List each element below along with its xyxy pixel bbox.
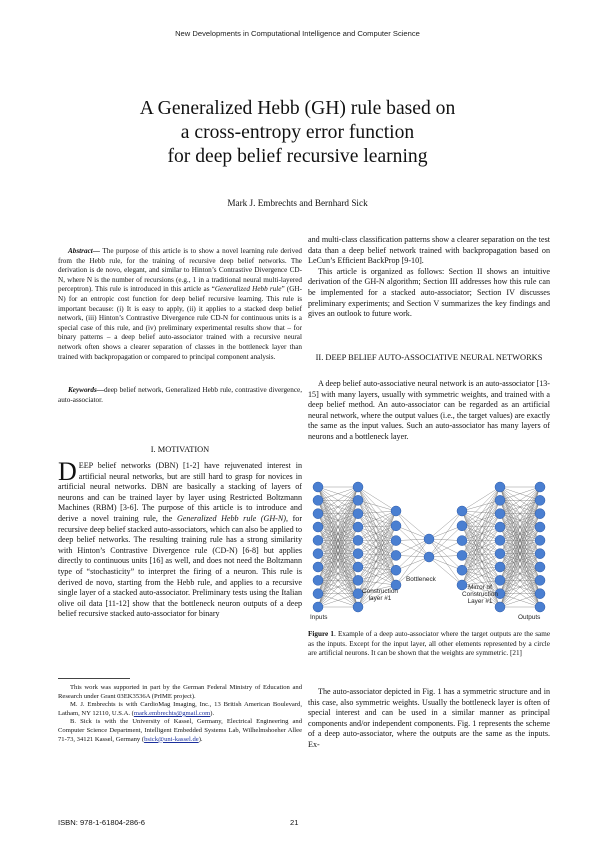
title-line-2: a cross-entropy error function bbox=[180, 122, 415, 143]
neuron-node-layer-5 bbox=[457, 550, 467, 560]
abstract-emph: Generalized Hebb rule bbox=[214, 285, 282, 294]
connection-edge bbox=[358, 500, 396, 511]
connection-edge bbox=[462, 487, 500, 570]
neuron-node-layer-6 bbox=[495, 482, 505, 492]
keywords-label: Keywords— bbox=[68, 386, 104, 394]
inputs-label: Inputs bbox=[310, 614, 328, 621]
neuron-node-layer-7 bbox=[535, 482, 545, 492]
network-diagram bbox=[308, 481, 550, 622]
section-1-text: EEP belief networks (DBN) [1-2] have rejuvenated interest in artificial neural networks, but are still hard to grasp for novices in artificial neural networks. DBN are basically a stacking of layers of neurons and can be trained layer by layer using Restricted Boltzmann Machines (RBM) [3-6]. The purpose of this article is to introduce and derive a novel training rule, the bbox=[58, 461, 302, 523]
bottleneck-label: Bottleneck bbox=[406, 576, 436, 583]
title-line-3: for deep belief recursive learning bbox=[167, 146, 428, 167]
neuron-node-layer-2 bbox=[353, 575, 363, 585]
abstract-text-2: ” (GH-N) for an entropic cost function for deep belief recursive learning. This rule is important because: (i) It is easy to apply, (ii) it applies to a stacked deep belief network, (iii) Hinton’s Contrastive Divergence rule CD-N for continuous units is a special case of this rule, and (iv) preliminary experimental results show that – for binary patterns – a deep belief auto-associator trained with a recursive neural network often shows a clearer separation of classes in the bottleneck layer than trained with backpropagation or compared to principal component analysis. bbox=[58, 285, 302, 361]
connection-edge bbox=[462, 554, 500, 585]
connection-edge bbox=[358, 570, 396, 580]
neuron-node-layer-5 bbox=[457, 580, 467, 590]
neuron-node-layer-1 bbox=[313, 495, 323, 505]
neuron-node-layer-7 bbox=[535, 602, 545, 612]
connection-edge bbox=[462, 487, 500, 511]
email-link-embrechts[interactable]: mark.embrechts@gmail.com bbox=[133, 709, 211, 717]
footnotes bbox=[58, 684, 302, 744]
drop-cap: D bbox=[58, 457, 77, 486]
neuron-node-layer-2 bbox=[353, 495, 363, 505]
neuron-node-layer-6 bbox=[495, 562, 505, 572]
section-1-text-2: , for recursive deep belief stacked auto-associators, which can also be applied to deep belief networks. The resulting training rule has a strong similarity with Hinton’s Contrastive Divergence rule (CD-N) [6-8] but applies directly to continuous units [16] as well, and does not need the Boltzmann type of “stochasticity” to interpret the firing of a neuron. This rule is derived de novo, starting from the Hebb rule, and applies to a recursive single layer of a stacked auto-associator. Preliminary tests using the Italian olive oil data [11-12] show that the bottleneck neuron outputs of a deep belief recursive stacked auto-associator for binary bbox=[58, 513, 303, 619]
neuron-node-layer-6 bbox=[495, 535, 505, 545]
email-link-sick[interactable]: bsick@uni-kassel.de bbox=[144, 735, 199, 743]
neuron-node-layer-5 bbox=[457, 565, 467, 575]
connection-edge bbox=[358, 526, 396, 527]
neuron-node-layer-1 bbox=[313, 482, 323, 492]
construction-label bbox=[362, 588, 398, 602]
neuron-node-layer-2 bbox=[353, 535, 363, 545]
neuron-node-layer-1 bbox=[313, 562, 323, 572]
running-header: New Developments in Computational Intelligence and Computer Science bbox=[175, 29, 420, 38]
connection-edge bbox=[429, 526, 462, 539]
neuron-node-layer-7 bbox=[535, 589, 545, 599]
connection-edge bbox=[462, 527, 500, 555]
neuron-node-layer-4 bbox=[424, 552, 434, 562]
connection-edge bbox=[396, 511, 429, 557]
caption-label: Figure 1 bbox=[308, 630, 335, 638]
keywords-text: deep belief network, Generalized Hebb rule, contrastive divergence, auto-associator. bbox=[58, 386, 302, 404]
organization-para: This article is organized as follows: Section II shows an intuitive derivation of the GH-N algorithm; Section III addresses how this rule can be implemented for a stacked auto-associator; Section IV discusses preliminary experiments; and Section V summarizes the key findings and gives an outlook to future work. bbox=[308, 266, 550, 319]
neuron-node-layer-7 bbox=[535, 495, 545, 505]
neuron-node-layer-3 bbox=[391, 521, 401, 531]
intro-continuation bbox=[308, 235, 550, 320]
neuron-node-layer-1 bbox=[313, 549, 323, 559]
neuron-node-layer-3 bbox=[391, 565, 401, 575]
connection-edge bbox=[429, 511, 462, 557]
neuron-node-layer-7 bbox=[535, 535, 545, 545]
keywords bbox=[58, 386, 302, 405]
section-2-para-1: A deep belief auto-associative neural network is an auto-associator [13-15] with many layers, usually with symmetric weights, and trained with a deep belief method. An auto-associator can be regarded as an artificial neural network, where the output values (i.e., the target values) are exactly the same as the input values. Such an auto-associator has many layers of neurons and a bottleneck layer. bbox=[308, 379, 550, 441]
connection-edge bbox=[358, 527, 396, 555]
connection-edge bbox=[429, 557, 462, 570]
mirror-label bbox=[462, 584, 498, 605]
constructionLbl-line: layer #1 bbox=[368, 595, 392, 602]
neuron-node-layer-2 bbox=[353, 549, 363, 559]
neuron-node-layer-6 bbox=[495, 495, 505, 505]
neuron-node-layer-7 bbox=[535, 562, 545, 572]
neuron-node-layer-2 bbox=[353, 562, 363, 572]
neuron-node-layer-1 bbox=[313, 509, 323, 519]
connection-edge bbox=[396, 557, 429, 570]
abstract-text: The purpose of this article is to show a novel learning rule derived from the Hebb rule, for the training of recursive deep belief networks. The derivation is de novo, elegant, and similar to Hinton’s Contrastive Divergence CD-N, where N is the number of recursions (e.g., 1 in a traditional neural multi-layered perceptron). This rule is introduced in this article as “ bbox=[58, 247, 302, 294]
neuron-node-layer-6 bbox=[495, 602, 505, 612]
neuron-node-layer-3 bbox=[391, 506, 401, 516]
page-number: 21 bbox=[290, 818, 299, 827]
neuron-node-layer-7 bbox=[535, 522, 545, 532]
mirrorLbl-line: Layer #1 bbox=[467, 598, 493, 605]
title-line-1: A Generalized Hebb (GH) rule based on bbox=[139, 98, 456, 119]
connection-edge bbox=[462, 570, 500, 580]
section-1-emph: Generalized Hebb rule (GH-N) bbox=[176, 513, 286, 523]
neuron-node-layer-2 bbox=[353, 482, 363, 492]
section-2-para-2: The auto-associator depicted in Fig. 1 has a symmetric structure and in this case, also symmetric weights. Usually the bottleneck layer is often of special interest and can be used in a similar manner as principal components and/or independent components. Fig. 1 represents the scheme of a deep auto-associator, where the outputs are the same as the inputs. Ex- bbox=[308, 687, 550, 749]
mirrorLbl-line: Construction bbox=[462, 591, 498, 598]
neuron-node-layer-3 bbox=[391, 550, 401, 560]
connection-edge bbox=[358, 514, 396, 541]
neuron-node-layer-4 bbox=[424, 534, 434, 544]
footnote-funding: This work was supported in part by the German Federal Ministry of Education and Research under Grant 03EK3536A (PrIME project). bbox=[58, 684, 302, 700]
neuron-node-layer-2 bbox=[353, 522, 363, 532]
intro-para-continued: and multi-class classification patterns show a clearer separation on the test data than a deep belief network trained with backpropagation based on LeCun’s Efficient BackProp [9-10]. bbox=[308, 235, 550, 266]
neuron-node-layer-6 bbox=[495, 509, 505, 519]
abstract-label: Abstract— bbox=[68, 247, 100, 255]
connection-edge bbox=[462, 526, 500, 527]
section-2-heading: II. DEEP BELIEF AUTO-ASSOCIATIVE NEURAL NETWORKS bbox=[315, 353, 543, 362]
connection-edge bbox=[358, 487, 396, 570]
neuron-node-layer-2 bbox=[353, 602, 363, 612]
neuron-node-layer-5 bbox=[457, 521, 467, 531]
neuron-node-layer-1 bbox=[313, 522, 323, 532]
neuron-node-layer-2 bbox=[353, 509, 363, 519]
neuron-node-layer-1 bbox=[313, 602, 323, 612]
section-2-continued bbox=[308, 687, 550, 751]
neuron-node-layer-1 bbox=[313, 589, 323, 599]
connection-edge bbox=[358, 487, 396, 511]
figure-1-caption bbox=[308, 630, 550, 659]
constructionLbl-line: Construction bbox=[362, 588, 398, 595]
figure-1 bbox=[308, 481, 550, 622]
footnote-rule bbox=[58, 678, 130, 679]
section-1-heading: I. MOTIVATION bbox=[150, 445, 210, 454]
neuron-node-layer-1 bbox=[313, 575, 323, 585]
outputs-label: Outputs bbox=[518, 614, 541, 621]
connection-edge bbox=[396, 526, 429, 539]
footnote-author-1: M. J. Embrechts is with CardioMag Imaging, Inc., 13 British American Boulevard, Latham, NY 12110, U.S.A. (mark.embrechts@gmail.com). bbox=[58, 701, 302, 717]
neuron-node-layer-6 bbox=[495, 575, 505, 585]
neuron-node-layer-5 bbox=[457, 536, 467, 546]
neuron-node-layer-1 bbox=[313, 535, 323, 545]
connection-edge bbox=[462, 514, 500, 541]
section-2-body bbox=[308, 379, 550, 443]
neuron-node-layer-3 bbox=[391, 536, 401, 546]
neuron-node-layer-5 bbox=[457, 506, 467, 516]
footer-isbn: ISBN: 978-1-61804-286-6 bbox=[58, 818, 145, 827]
authors: Mark J. Embrechts and Bernhard Sick bbox=[227, 198, 368, 208]
neuron-node-layer-7 bbox=[535, 509, 545, 519]
abstract bbox=[58, 247, 302, 362]
paper-title bbox=[60, 97, 535, 169]
neuron-node-layer-7 bbox=[535, 575, 545, 585]
neuron-node-layer-6 bbox=[495, 549, 505, 559]
neuron-node-layer-6 bbox=[495, 522, 505, 532]
caption-text: . Example of a deep auto-associator where the target outputs are the same as the inputs. Except for the input layer, all other elements represented by a circle are artificial neurons. It can be shown that the weights are symmetric. [21] bbox=[308, 630, 551, 658]
footnote-author-2: B. Sick is with the University of Kassel, Germany, Electrical Engineering and Computer Science Department, Intelligent Embedded Systems Lab, Wilhelmshoeher Allee 71-73, 34121 Kassel, Germany (bsick@uni-kassel.de). bbox=[58, 718, 302, 743]
section-1-body bbox=[58, 457, 303, 620]
mirrorLbl-line: Mirror of bbox=[468, 584, 492, 591]
neuron-node-layer-7 bbox=[535, 549, 545, 559]
